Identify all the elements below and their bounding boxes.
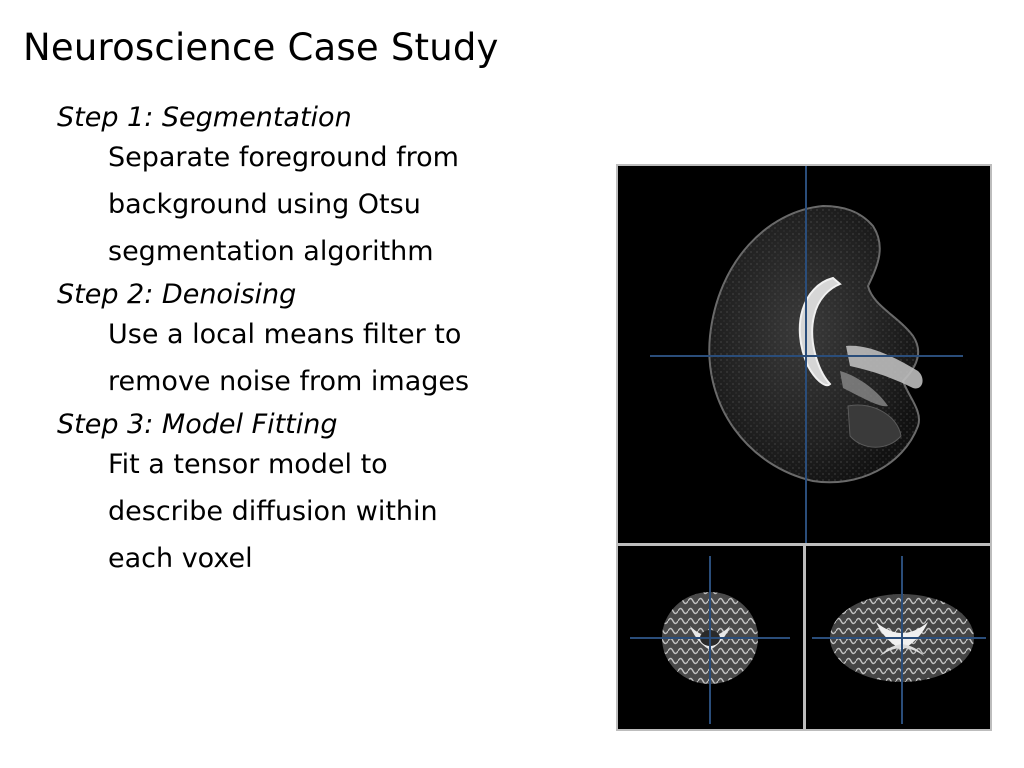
step-1-description — [57, 134, 577, 275]
step-3-line: each voxel — [108, 543, 253, 574]
coronal-view — [806, 546, 990, 729]
step-1-line: background using Otsu — [108, 189, 421, 220]
step-1-line: segmentation algorithm — [108, 236, 434, 267]
brain-slice-sagittal — [709, 206, 922, 482]
step-2-line: remove noise from images — [108, 366, 470, 397]
step-3-heading: Step 3: Model Fitting — [57, 409, 338, 440]
step-3-line: Fit a tensor model to — [108, 449, 388, 480]
step-list — [57, 98, 577, 582]
step-3-line: describe diffusion within — [108, 496, 438, 527]
step-1-line: Separate foreground from — [108, 142, 459, 173]
step-3-description — [57, 441, 577, 582]
step-2-description — [57, 311, 577, 405]
step-1-heading: Step 1: Segmentation — [57, 102, 352, 133]
slide-title: Neuroscience Case Study — [23, 26, 499, 69]
axial-view — [618, 546, 803, 729]
mri-figure — [616, 164, 992, 731]
step-2-line: Use a local means filter to — [108, 319, 462, 350]
step-2-heading: Step 2: Denoising — [57, 279, 297, 310]
sagittal-view — [618, 166, 990, 543]
